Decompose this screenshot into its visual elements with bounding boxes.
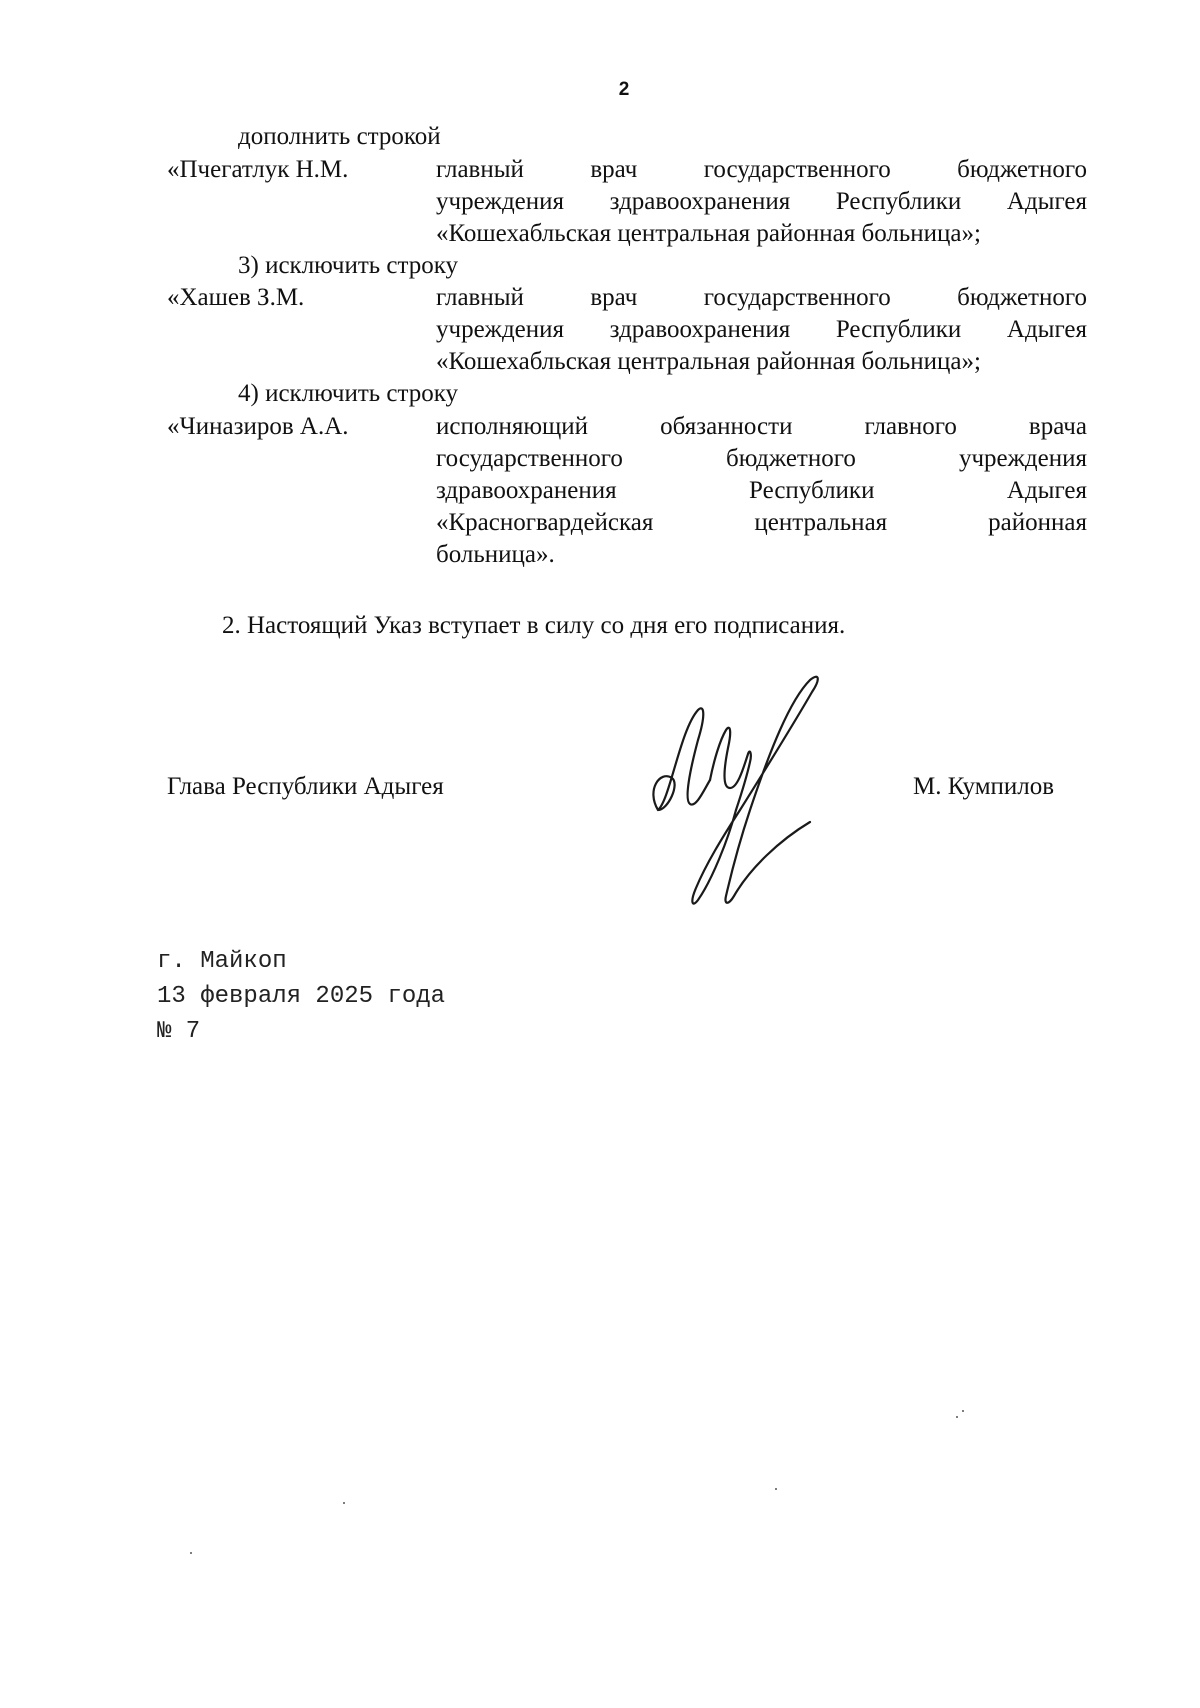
word: обязанности bbox=[660, 413, 793, 440]
date: 13 февраля 2025 года bbox=[157, 983, 446, 1010]
word: центральная bbox=[754, 509, 888, 536]
signatory-name: М. Кумпилов bbox=[913, 773, 1055, 800]
word: врач bbox=[590, 156, 638, 183]
word: бюджетного bbox=[957, 284, 1087, 311]
handwritten-signature bbox=[640, 670, 860, 920]
word: «Красногвардейская bbox=[436, 509, 654, 536]
scan-speck bbox=[190, 1552, 192, 1554]
word: учреждения bbox=[958, 445, 1087, 472]
entry-desc-3-line-3 bbox=[436, 475, 1087, 507]
scan-speck bbox=[956, 1416, 958, 1418]
entry-desc-2-line-3: «Кошехабльская центральная районная больница»; bbox=[436, 348, 981, 375]
entry-name-1: «Пчегатлук Н.М. bbox=[167, 156, 349, 183]
word: главный bbox=[436, 284, 524, 311]
entry-name-2: «Хашев З.М. bbox=[167, 284, 305, 311]
entry-name-3: «Чиназиров А.А. bbox=[167, 413, 349, 440]
word: врача bbox=[1028, 413, 1087, 440]
entry-desc-1-line-1 bbox=[436, 154, 1087, 186]
word: Республики bbox=[749, 477, 875, 504]
entry-desc-3-line-2 bbox=[436, 443, 1087, 475]
entry-desc-3-line-4 bbox=[436, 507, 1087, 539]
scan-speck bbox=[962, 1410, 964, 1412]
decree-number: № 7 bbox=[157, 1018, 201, 1045]
scan-speck bbox=[775, 1488, 777, 1490]
word: главный bbox=[436, 156, 524, 183]
scan-speck bbox=[343, 1502, 345, 1504]
entry-desc-1-line-2: учреждения здравоохранения Республики Адыгея bbox=[436, 188, 1087, 215]
entry-heading-3: 4) исключить строку bbox=[238, 380, 459, 407]
page-number: 2 bbox=[618, 79, 630, 100]
entry-desc-2-line-1 bbox=[436, 282, 1087, 314]
entry-desc-3-line-1 bbox=[436, 411, 1087, 443]
word: бюджетного bbox=[957, 156, 1087, 183]
word: государственного bbox=[703, 284, 891, 311]
word: исполняющий bbox=[436, 413, 589, 440]
word: здравоохранения bbox=[436, 477, 617, 504]
clause-2: 2. Настоящий Указ вступает в силу со дня его подписания. bbox=[222, 612, 846, 639]
word: врач bbox=[590, 284, 638, 311]
word: районная bbox=[988, 509, 1087, 536]
signatory-title: Глава Республики Адыгея bbox=[167, 773, 444, 800]
entry-heading-2: 3) исключить строку bbox=[238, 252, 459, 279]
word: государственного bbox=[703, 156, 891, 183]
word: главного bbox=[864, 413, 957, 440]
place: г. Майкоп bbox=[157, 948, 287, 975]
word: бюджетного bbox=[726, 445, 856, 472]
entry-desc-1-line-3: «Кошехабльская центральная районная больница»; bbox=[436, 220, 981, 247]
entry-desc-2-line-2: учреждения здравоохранения Республики Адыгея bbox=[436, 316, 1087, 343]
entry-desc-3-line-5: больница». bbox=[436, 541, 555, 568]
word: Адыгея bbox=[1006, 477, 1087, 504]
intro-text: дополнить строкой bbox=[238, 123, 441, 150]
word: государственного bbox=[436, 445, 623, 472]
